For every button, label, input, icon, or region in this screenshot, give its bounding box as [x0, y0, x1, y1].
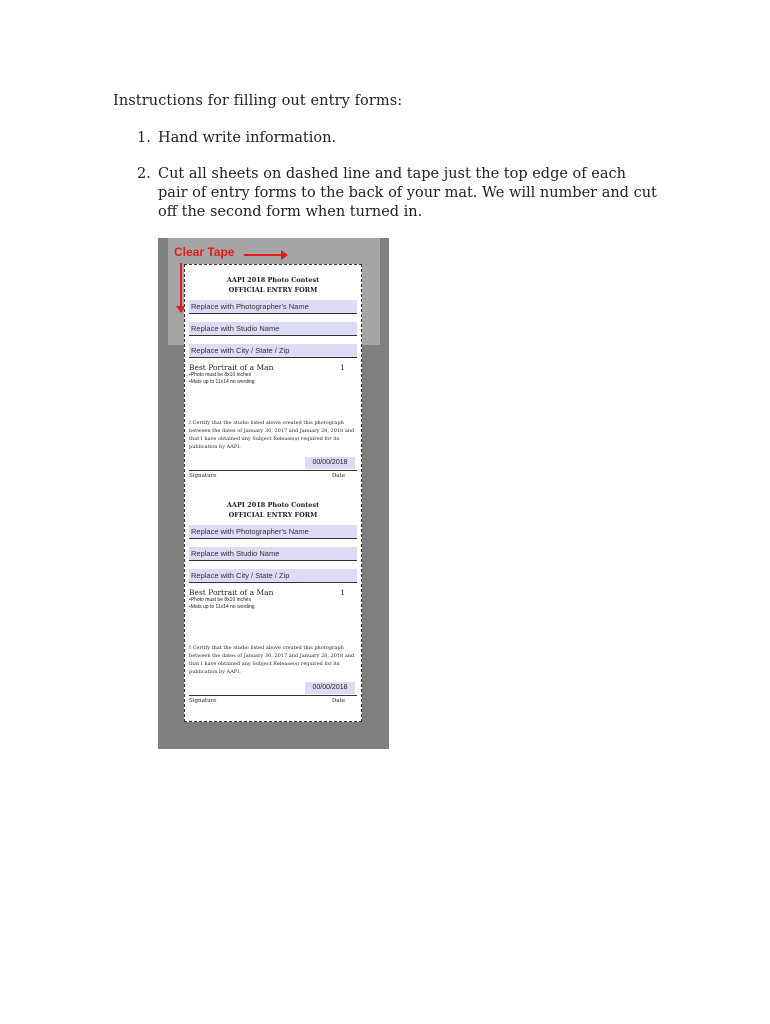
category-row	[189, 363, 357, 372]
photographer-field[interactable]: Replace with Photographer's Name	[189, 525, 357, 539]
entry-number: 1	[340, 363, 345, 372]
arrow-down-icon	[180, 263, 182, 307]
form-title-line1: AAPI 2018 Photo Contest	[226, 501, 320, 509]
step-text: Cut all sheets on dashed line and tape just the top edge of each pair of entry forms to the back of your mat. We will number and cut off the second form when turned in.	[158, 166, 657, 220]
instructions-heading: Instructions for filling out entry forms:	[113, 93, 403, 109]
entry-form-1	[189, 275, 357, 479]
signature-row	[189, 470, 357, 479]
entry-number: 1	[340, 588, 345, 597]
form-title-line2: OFFICIAL ENTRY FORM	[228, 511, 318, 519]
photographer-field[interactable]: Replace with Photographer's Name	[189, 300, 357, 314]
certification-text: I Certify that the studio listed above created this photograph between the dates of January 30, 2017 and January 28, 2018 and that I have obtained any Subject Release(s) required for its publication by AAPI.	[189, 420, 355, 450]
entry-form-2	[189, 500, 357, 704]
form-title-line2: OFFICIAL ENTRY FORM	[228, 286, 318, 294]
signature-label: Signature	[189, 473, 217, 479]
step-text: Hand write information.	[158, 130, 337, 146]
date-label: Date	[331, 473, 345, 479]
form-title	[189, 500, 357, 520]
category-row	[189, 588, 357, 597]
arrow-right-icon	[244, 254, 282, 256]
category-label: Best Portrait of a Man	[189, 363, 274, 372]
category-label: Best Portrait of a Man	[189, 588, 274, 597]
step-number: 1.	[137, 130, 151, 146]
note-mat-size: •Mats up to 11x14 no wording	[189, 378, 255, 385]
form-title	[189, 275, 357, 295]
tape-label: Clear Tape	[174, 245, 235, 259]
date-label: Date	[331, 698, 345, 704]
certification-text: I Certify that the studio listed above created this photograph between the dates of January 30, 2017 and January 28, 2018 and that I have obtained any Subject Release(s) required for its publication by AAPI.	[189, 645, 355, 675]
studio-field[interactable]: Replace with Studio Name	[189, 322, 357, 336]
note-photo-size: •Photo must be 8x10 inches	[189, 597, 252, 603]
date-field[interactable]: 00/00/2018	[305, 457, 355, 469]
mat-illustration	[158, 238, 389, 749]
studio-field[interactable]: Replace with Studio Name	[189, 547, 357, 561]
note-mat-size: •Mats up to 11x14 no wording	[189, 603, 255, 610]
date-field[interactable]: 00/00/2018	[305, 682, 355, 694]
note-photo-size: •Photo must be 8x10 inches	[189, 372, 252, 378]
city-field[interactable]: Replace with City / State / Zip	[189, 569, 357, 583]
entry-form-sheet	[184, 264, 362, 722]
signature-row	[189, 695, 357, 704]
city-field[interactable]: Replace with City / State / Zip	[189, 344, 357, 358]
signature-label: Signature	[189, 698, 217, 704]
step-number: 2.	[137, 166, 151, 182]
form-title-line1: AAPI 2018 Photo Contest	[226, 276, 320, 284]
